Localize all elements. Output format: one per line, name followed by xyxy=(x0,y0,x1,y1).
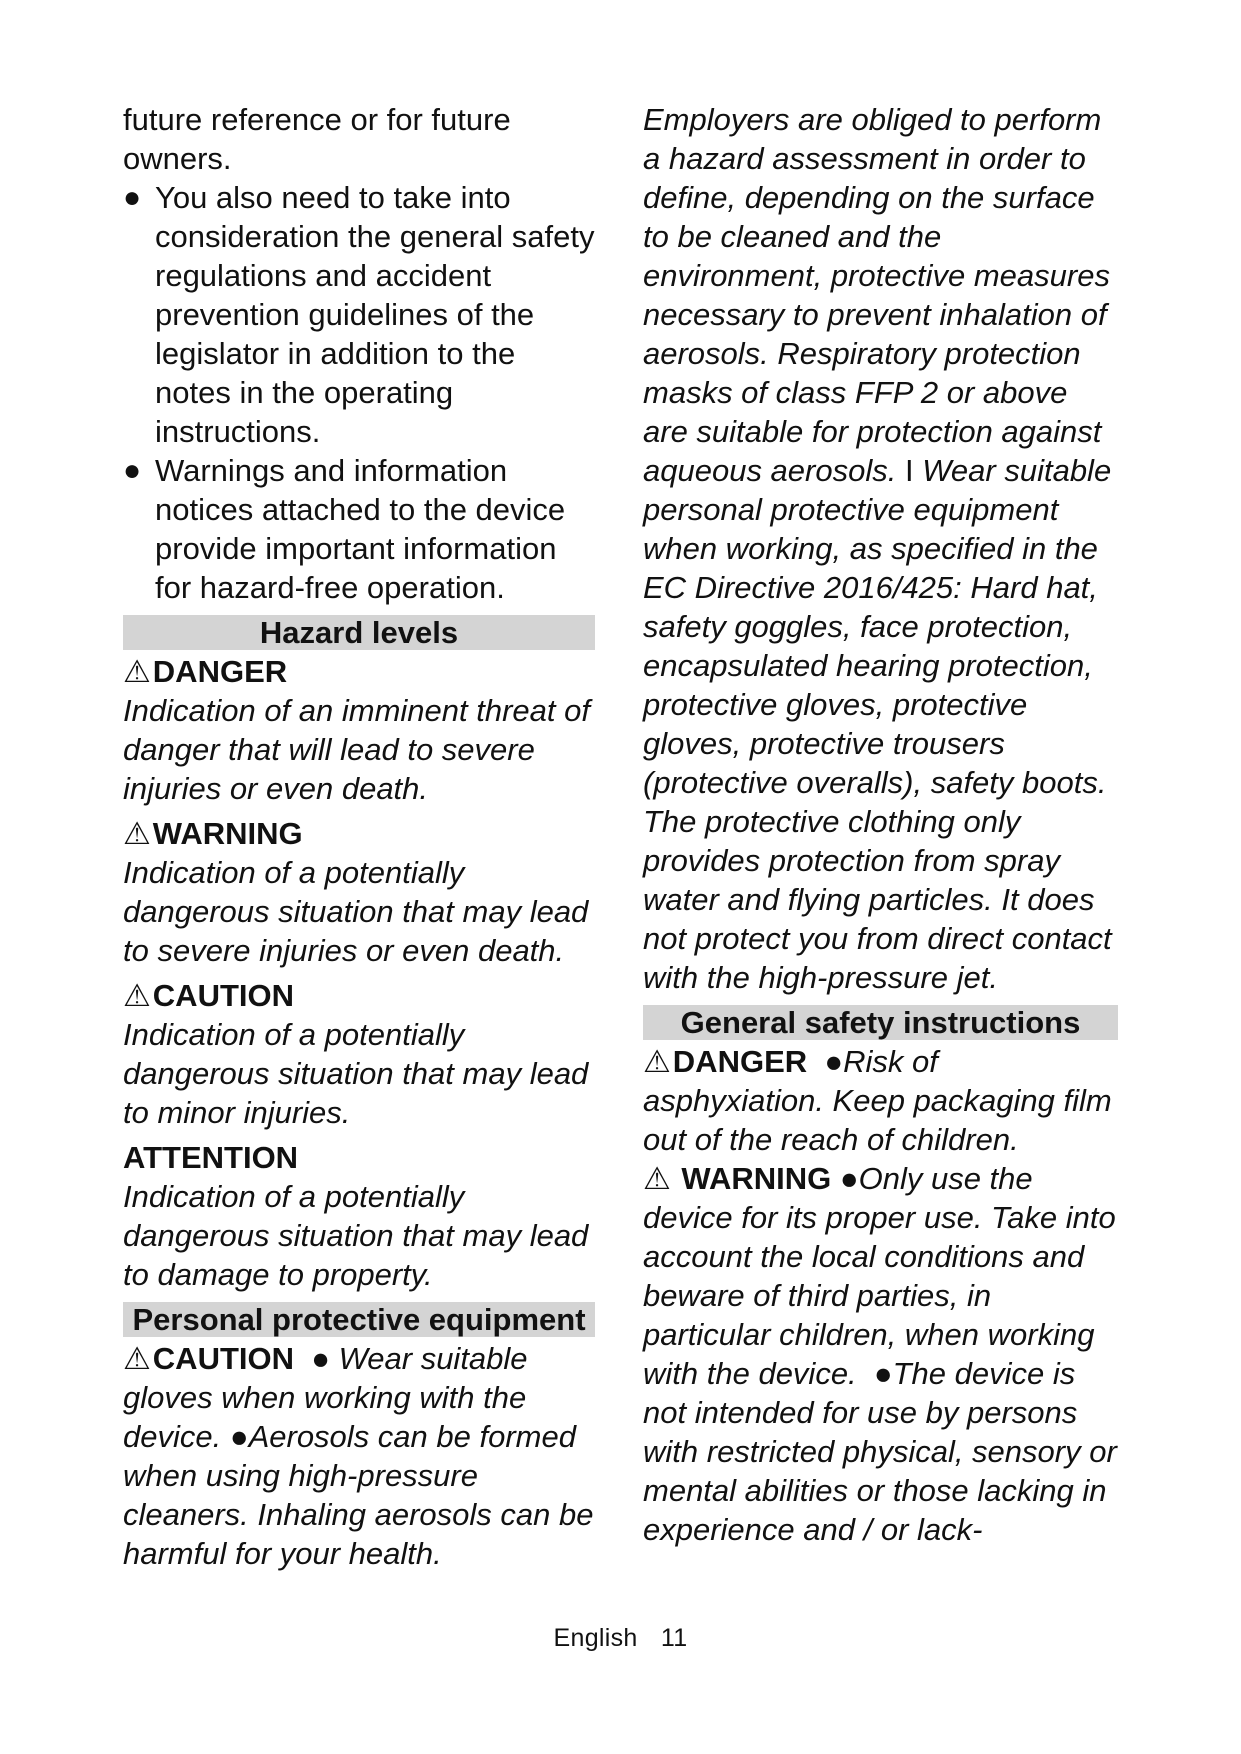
warning-label: ⚠WARNING xyxy=(123,816,303,851)
page-number: 11 xyxy=(660,1624,688,1652)
right-column xyxy=(643,100,1118,1549)
warning-triangle-icon: ⚠ xyxy=(643,1044,671,1079)
warning-triangle-icon: ⚠ xyxy=(123,816,151,851)
bullet-dot-icon: ● xyxy=(123,454,142,487)
warning-triangle-icon: ⚠ xyxy=(123,654,151,689)
warning-triangle-icon: ⚠ xyxy=(123,978,151,1013)
general-warning-text-1: Only use the device for its proper use. Take into account the local conditions and beware of third parties, in particular children, when working with the device. xyxy=(643,1161,1116,1391)
list-item xyxy=(123,178,595,451)
danger-text: Indication of an imminent threat of danger that will lead to severe injuries or even death. xyxy=(123,693,590,806)
ppe-caution-paragraph: ⚠CAUTION ● Wear suitable gloves when working with the device. ●Aerosols can be formed when using high-pressure cleaners. Inhaling aerosols can be harmful for your health. xyxy=(123,1341,594,1571)
ppe-caution-text-2: Aerosols can be formed when using high-pressure cleaners. Inhaling aerosols can be harmful for your health. xyxy=(123,1419,594,1571)
general-warning-label: WARNING xyxy=(681,1161,832,1196)
warning-triangle-icon: ⚠ xyxy=(123,1341,151,1376)
caution-text: Indication of a potentially dangerous situation that may lead to minor injuries. xyxy=(123,1017,589,1130)
bullet-text: You also need to take into consideration the general safety regulations and accident prevention guidelines of the legislator in addition to the notes in the operating instructions. xyxy=(155,180,595,449)
ppe-heading: Personal protective equipment xyxy=(123,1302,595,1337)
warning-text: Indication of a potentially dangerous situation that may lead to severe injuries or even death. xyxy=(123,855,589,968)
danger-label: ⚠DANGER xyxy=(123,654,288,689)
caution-label: ⚠CAUTION xyxy=(123,978,295,1013)
hazard-levels-heading: Hazard levels xyxy=(123,615,595,650)
list-item xyxy=(123,451,595,607)
general-warning-text-2: The device is not intended for use by persons with restricted physical, sensory or mental abilities or those lacking in experience and / or lack- xyxy=(643,1356,1117,1547)
left-column xyxy=(123,100,595,1573)
ppe-wear-text: Wear suitable personal protective equipment when working, as specified in the EC Directive 2016/425: Hard hat, safety goggles, face protection, encapsulated hearing protection, protective gloves, protective gloves, protective trousers (protective overalls), safety boots. The protective clothing only provides protection from spray water and flying particles. It does not protect you from direct contact with the high-pressure jet. xyxy=(643,453,1112,995)
general-warning-paragraph: ⚠ WARNING ●Only use the device for its proper use. Take into account the local conditions and beware of third parties, in particular children, when working with the device. ●The device is not intended for use by persons with restricted physical, sensory or mental abilities or those lacking in experience and / or lack- xyxy=(643,1161,1117,1547)
general-danger-label: DANGER xyxy=(672,1044,808,1079)
attention-text: Indication of a potentially dangerous situation that may lead to damage to property. xyxy=(123,1179,589,1292)
page-footer xyxy=(0,1624,1241,1653)
ppe-separator: I xyxy=(904,453,914,488)
general-safety-heading: General safety instructions xyxy=(643,1005,1118,1040)
attention-label: ATTENTION xyxy=(123,1140,299,1175)
footer-language: English xyxy=(553,1624,638,1652)
ppe-caution-label: CAUTION xyxy=(152,1341,295,1376)
general-danger-paragraph: ⚠DANGER ●Risk of asphyxiation. Keep packaging film out of the reach of children. xyxy=(643,1044,1112,1157)
general-danger-text: Risk of asphyxiation. Keep packaging film out of the reach of children. xyxy=(643,1044,1112,1157)
warning-triangle-icon: ⚠ xyxy=(643,1161,671,1196)
intro-continuation: future reference or for future owners. xyxy=(123,102,511,176)
ppe-caution-text-1: Wear suitable gloves when working with the device. xyxy=(123,1341,528,1454)
bullet-text: Warnings and information notices attached to the device provide important information for hazard-free operation. xyxy=(155,453,566,605)
bullet-dot-icon: ● xyxy=(123,181,142,214)
ppe-continuation: Employers are obliged to perform a hazard assessment in order to define, depending on the surface to be cleaned and the environment, protective measures necessary to prevent inhalation of aerosols. Respiratory protection masks of class FFP 2 or above are suitable for protection against aqueous aerosols. I Wear suitable personal protective equipment when working, as specified in the EC Directive 2016/425: Hard hat, safety goggles, face protection, encapsulated hearing protection, protective gloves, protective gloves, protective trousers (protective overalls), safety boots. The protective clothing only provides protection from spray water and flying particles. It does not protect you from direct contact with the high-pressure jet. xyxy=(643,102,1112,995)
